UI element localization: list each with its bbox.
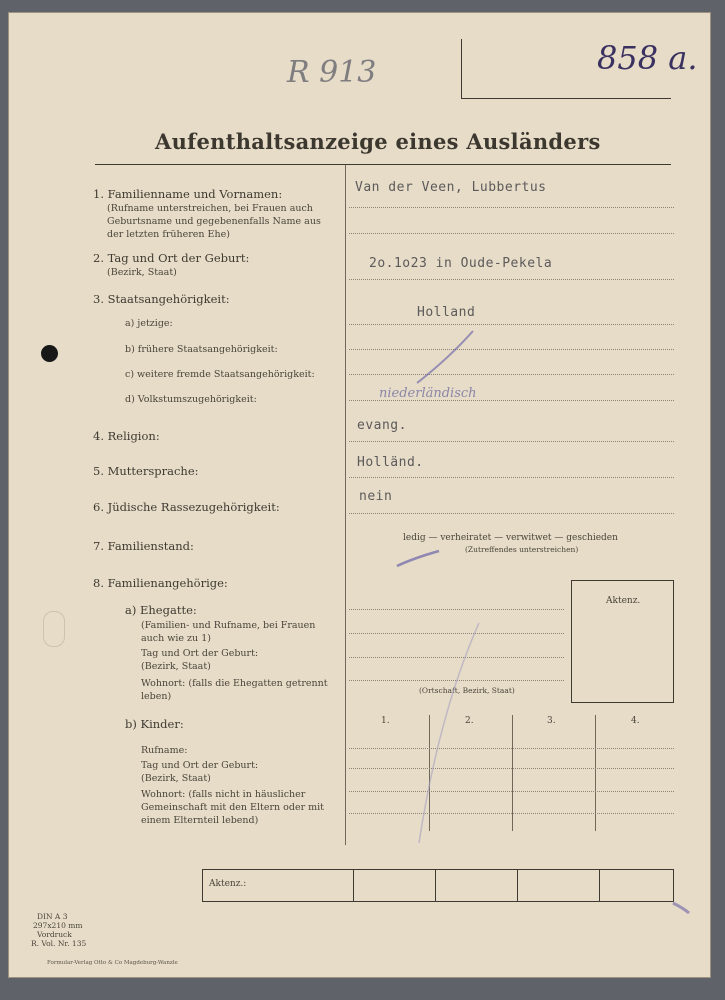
field-8a-label: a) Ehegatte:: [125, 603, 197, 617]
field-6-value: nein: [359, 489, 393, 504]
field-7-options: ledig — verheiratet — verwitwet — geschieden: [403, 533, 618, 543]
aktenz-box-label: Aktenz.: [606, 596, 641, 606]
field-8b-sub3: Wohnort: (falls nicht in häuslicher Gemeinschaft mit den Eltern oder mit einem Elternteil lebend): [141, 789, 324, 826]
field-1-sub: (Rufname unterstreichen, bei Frauen auch Geburtsname und gegebenenfalls Name aus der letzten früheren Ehe): [107, 203, 321, 240]
page-title: Aufenthaltsanzeige eines Ausländers: [155, 129, 601, 154]
ink-stroke-3: [419, 623, 479, 843]
din-line-1: DIN A 3: [37, 912, 68, 921]
field-7-hint: (Zutreffendes unterstreichen): [465, 545, 579, 554]
child-col-2: 2.: [465, 716, 474, 726]
publisher: Formular-Verlag Otto & Co Magdeburg-Wanzle: [47, 960, 178, 966]
field-3b-label: b) frühere Staatsangehörigkeit:: [125, 344, 278, 355]
field-5-label: 5. Muttersprache:: [93, 464, 199, 478]
document-sheet: [8, 12, 711, 978]
child-col-4: 4.: [631, 716, 640, 726]
punch-hole: [41, 345, 58, 362]
field-8b-sub1: Rufname:: [141, 745, 188, 756]
ink-stroke-2: [397, 551, 439, 566]
pencil-note: R 913: [287, 55, 377, 90]
field-8a-sub3: Wohnort: (falls die Ehegatten getrennt leben): [141, 678, 328, 702]
stamp-number: 858 a.: [597, 39, 698, 77]
field-8a-sub2: Tag und Ort der Geburt: (Bezirk, Staat): [141, 648, 259, 672]
field-3a-label: a) jetzige:: [125, 318, 173, 329]
din-line-3: Vordruck: [37, 930, 72, 939]
field-1-label: 1. Familienname und Vornamen:: [93, 187, 283, 201]
field-8b-sub2: Tag und Ort der Geburt: (Bezirk, Staat): [141, 760, 259, 784]
field-3d-value: niederländisch: [379, 386, 477, 401]
ink-stroke-1: [417, 331, 473, 383]
din-line-4: R. Vol. Nr. 135: [31, 939, 87, 948]
field-8-label: 8. Familienangehörige:: [93, 576, 228, 590]
field-4-value: evang.: [357, 418, 407, 433]
field-8a-sub1: (Familien- und Rufname, bei Frauen auch wie zu 1): [141, 620, 316, 644]
field-4-label: 4. Religion:: [93, 429, 160, 443]
child-col-1: 1.: [381, 716, 390, 726]
field-8a-hint: (Ortschaft, Bezirk, Staat): [419, 686, 515, 695]
field-2-sub: (Bezirk, Staat): [107, 267, 177, 278]
field-3d-label: d) Volkstumszugehörigkeit:: [125, 394, 257, 405]
field-3-value: Holland: [417, 305, 476, 320]
field-3-label: 3. Staatsangehörigkeit:: [93, 292, 230, 306]
field-5-value: Holländ.: [357, 455, 424, 470]
din-line-2: 297x210 mm: [33, 921, 83, 930]
field-2-value: 2o.1o23 in Oude-Pekela: [369, 256, 553, 271]
ink-strokes: [9, 13, 712, 979]
field-3c-label: c) weitere fremde Staatsangehörigkeit:: [125, 369, 315, 380]
field-8b-label: b) Kinder:: [125, 717, 184, 731]
child-col-3: 3.: [547, 716, 556, 726]
field-1-value: Van der Veen, Lubbertus: [355, 180, 547, 195]
aktenz-footer-label: Aktenz.:: [209, 879, 247, 889]
ink-stroke-4: [673, 903, 689, 913]
field-2-label: 2. Tag und Ort der Geburt:: [93, 251, 250, 265]
field-6-label: 6. Jüdische Rassezugehörigkeit:: [93, 500, 280, 514]
field-7-label: 7. Familienstand:: [93, 539, 194, 553]
